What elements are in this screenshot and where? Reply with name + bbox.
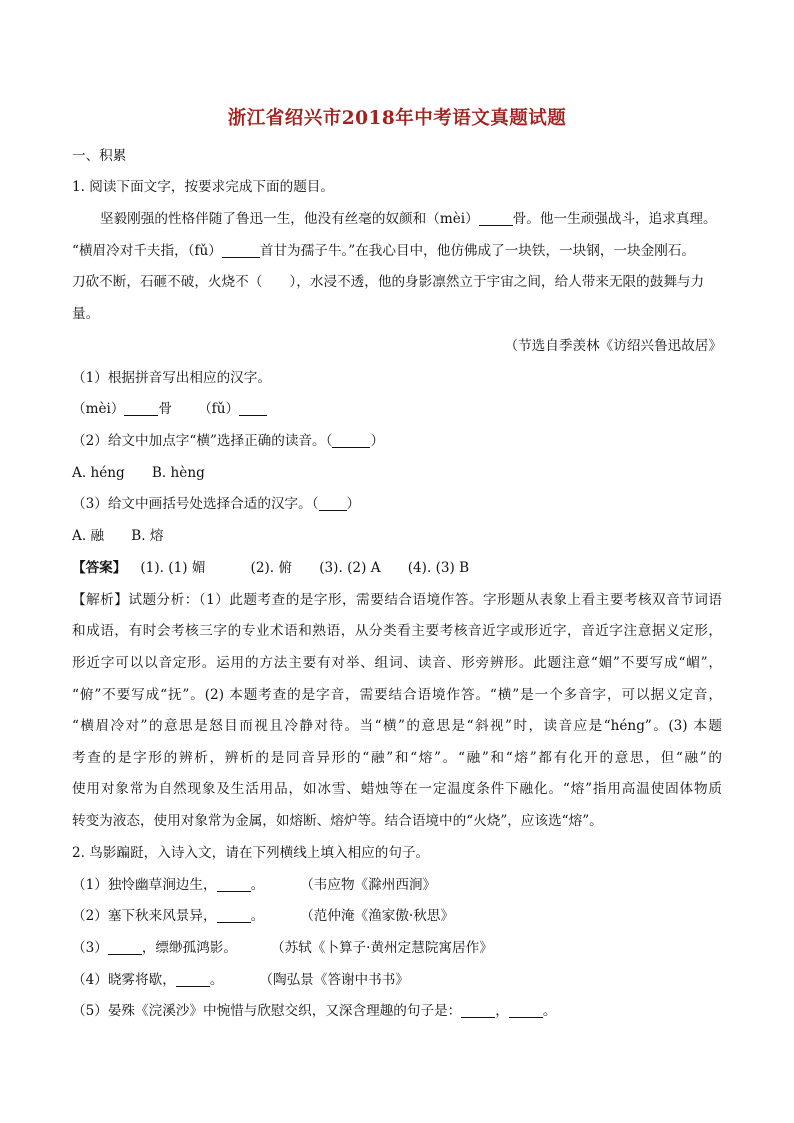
q1-stem: 1. 阅读下面文字，按要求完成下面的题目。 [72,179,334,195]
q1-sub2: （2）给文中加点字“横”选择正确的读音。（ ） [72,433,385,449]
answer-blank-sub3[interactable] [319,496,347,511]
poem-blank-5b[interactable] [509,1003,543,1018]
q1-sub3: （3）给文中画括号处选择合适的汉字。（ ） [72,496,361,512]
passage-line-2: “横眉冷对千夫指，（fǔ） 首甘为孺子牛。”在我心目中，他仿佛成了一块铁，一块钢，一块金刚石。 [72,243,696,259]
blank-fu[interactable] [222,243,260,258]
passage-line-4: 量。 [72,306,100,322]
answer-blank-fu[interactable] [239,401,267,416]
analysis-line: 和成语，有时会考核三字的专业术语和熟语，从分类看主要考核音近字或形近字，音近字注意据义定形， [72,623,722,639]
poem-source: （陶弘景《答谢中书书》 [259,972,409,988]
poem-source: （韦应物《滁州西涧》 [300,877,437,893]
analysis-line: “横眉冷对”的意思是怒目而视且冷静对待。当“横”的意思是“斜视”时，读音应是“héng”。(3) 本题 [72,718,722,734]
q2-stem: 2. 鸟影蹁跹，入诗入文，请在下列横线上填入相应的句子。 [72,845,430,861]
q1-sub1: （1）根据拼音写出相应的汉字。 [72,370,271,386]
q2-item-5: （5）晏殊《浣溪沙》中惋惜与欣慰交织，又深含理趣的句子是： ， 。 [72,1003,557,1019]
q2-item-4: （4）晓雾将歇， 。 （陶弘景《答谢中书书》 [72,972,409,988]
q1-sub3-options: A. 融 B. 熔 [72,528,164,544]
answer-label: 【答案】 [72,560,127,576]
section-heading: 一、积累 [72,148,127,164]
passage-source: （节选自季羡林《访绍兴鲁迅故居》 [504,338,722,354]
q2-item-3: （3） ，缥缈孤鸿影。 （苏轼《卜算子·黄州定慧院寓居作》 [72,940,493,956]
analysis-line: 形近字可以以音定形。运用的方法主要有对举、组词、读音、形旁辨形。此题注意“媚”不要写成“嵋”， [72,655,722,671]
analysis-line: 考查的是字形的辨析，辨析的是同音异形的“融”和“熔”。“融”和“熔”都有化开的意思，但“融”的 [72,750,722,766]
poem-blank-3[interactable] [108,940,142,955]
page-title: 浙江省绍兴市2018年中考语文真题试题 [227,108,567,129]
q1-sub1-blanks: （mèi） 骨 （fǔ） [72,399,267,419]
analysis-line: “俯”不要写成“抚”。(2) 本题考查的是字音，需要结合语境作答。“横”是一个多音字，可以据义定音， [72,687,722,703]
poem-source: （苏轼《卜算子·黄州定慧院寓居作》 [271,940,493,956]
poem-blank-4[interactable] [176,972,210,987]
answer-text: (1). (1) 媚 (2). 俯 (3). (2) A (4). (3) B [140,560,470,576]
analysis-line: 转变为液态，使用对象常为金属，如熔断、熔炉等。结合语境中的“火烧”，应该选“熔”。 [72,813,603,829]
blank-mei[interactable] [479,211,513,226]
q1-sub2-options: A. héng B. hèng [72,465,205,481]
analysis-line: 【解析】试题分析：（1）此题考查的是字形，需要结合语境作答。字形题从表象上看主要考核双音节词语 [72,592,722,608]
analysis-line: 使用对象常为自然现象及生活用品，如冰雪、蜡烛等在一定温度条件下融化。“熔”指用高温使固体物质 [72,781,722,797]
poem-blank-2[interactable] [217,908,251,923]
poem-blank-5a[interactable] [461,1003,495,1018]
poem-source: （范仲淹《渔家傲·秋思》 [300,908,455,924]
answer-blank-mei[interactable] [124,401,158,416]
answer-blank-sub2[interactable] [332,433,370,448]
poem-blank-1[interactable] [217,877,251,892]
passage-line-1: 坚毅刚强的性格伴随了鲁迅一生，他没有丝毫的奴颜和（mèi） 骨。他一生顽强战斗，追求真理。 [100,211,717,227]
q2-item-2: （2）塞下秋来风景异， 。 （范仲淹《渔家傲·秋思》 [72,908,455,924]
q2-item-1: （1）独怜幽草涧边生， 。 （韦应物《滁州西涧》 [72,877,437,893]
answer-line [72,558,469,578]
passage-line-3: 刀砍不断，石砸不破，火烧不（ ），水浸不透，他的身影凛然立于宇宙之间，给人带来无限的鼓舞与力 [72,274,705,290]
